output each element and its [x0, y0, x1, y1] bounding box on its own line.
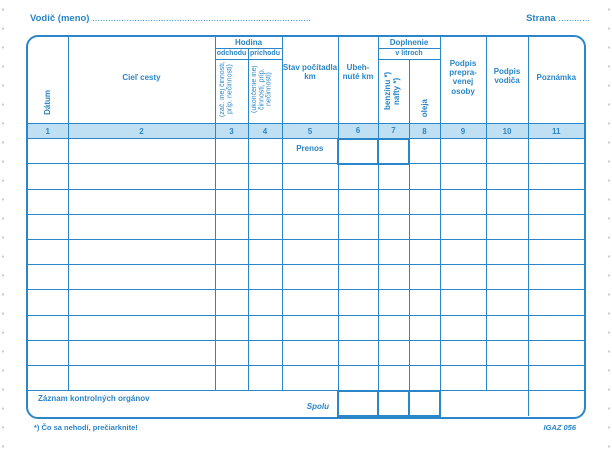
odometer-cell[interactable] — [282, 315, 338, 340]
table-row — [28, 315, 584, 340]
date-cell[interactable] — [28, 239, 68, 264]
col-date-header — [28, 37, 68, 124]
date-header-label: Dátum — [43, 90, 53, 116]
total-oil-cell[interactable] — [409, 391, 440, 416]
col-driver-sig-header: Podpis vodiča — [486, 37, 528, 124]
driven-cell[interactable] — [338, 340, 378, 365]
driven-cell[interactable] — [338, 315, 378, 340]
date-cell[interactable] — [28, 315, 68, 340]
driver-label: Vodič (meno) — [30, 13, 90, 24]
passenger-sig-cell[interactable] — [440, 239, 486, 264]
footnote: *) Čo sa nehodí, prečiarknite! — [34, 423, 138, 432]
arrival-cell[interactable] — [248, 315, 282, 340]
passenger-sig-cell[interactable] — [440, 265, 486, 290]
form-footer — [34, 423, 582, 435]
note-cell[interactable] — [528, 290, 584, 315]
passenger-sig-cell[interactable] — [440, 189, 486, 214]
departure-cell[interactable] — [215, 366, 248, 391]
oil-cell[interactable] — [409, 366, 440, 391]
driven-cell[interactable] — [338, 366, 378, 391]
note-cell[interactable] — [528, 366, 584, 391]
driver-sig-cell[interactable] — [486, 340, 528, 365]
departure-cell[interactable] — [215, 239, 248, 264]
column-number: 9 — [440, 124, 486, 139]
odometer-cell[interactable] — [282, 164, 338, 189]
total-driven-cell[interactable] — [338, 391, 378, 416]
column-number: 1 — [28, 124, 68, 139]
driven-cell[interactable] — [338, 239, 378, 264]
column-number: 6 — [338, 124, 378, 139]
driven-cell[interactable] — [338, 189, 378, 214]
date-cell[interactable] — [28, 139, 68, 164]
oil-header-cell — [409, 59, 440, 124]
arrival-cell[interactable] — [248, 239, 282, 264]
fuel-cell[interactable] — [378, 239, 409, 264]
form-code: IGAZ 056 — [543, 423, 576, 432]
departure-header: odchodu — [215, 48, 248, 59]
fuel-cell[interactable] — [378, 290, 409, 315]
note-cell[interactable] — [528, 265, 584, 290]
odometer-cell[interactable] — [282, 239, 338, 264]
date-cell[interactable] — [28, 366, 68, 391]
column-number: 7 — [378, 124, 409, 139]
col-route-header: Cieľ cesty — [68, 37, 215, 124]
odometer-cell[interactable] — [282, 189, 338, 214]
driver-sig-cell[interactable] — [486, 265, 528, 290]
fuel-cell[interactable] — [378, 340, 409, 365]
departure-cell[interactable] — [215, 290, 248, 315]
fuel-header-cell — [378, 59, 409, 124]
col-passenger-sig-header: Podpis prepra-venej osoby — [440, 37, 486, 124]
date-cell[interactable] — [28, 164, 68, 189]
refuel-unit-header: v litroch — [378, 48, 440, 59]
arrival-cell[interactable] — [248, 265, 282, 290]
fuel-cell[interactable] — [378, 366, 409, 391]
control-record-cell[interactable] — [28, 391, 338, 416]
route-cell[interactable] — [68, 239, 215, 264]
column-number-row — [28, 124, 584, 139]
total-row — [28, 391, 584, 416]
total-label: Spolu — [306, 402, 330, 412]
carry-over-label: Prenos — [282, 139, 338, 164]
arrival-header: príchodu — [248, 48, 282, 59]
driver-sig-cell[interactable] — [486, 290, 528, 315]
arrival-cell[interactable] — [248, 290, 282, 315]
route-cell[interactable] — [68, 189, 215, 214]
odometer-cell[interactable] — [282, 265, 338, 290]
carry-over-row — [28, 139, 584, 164]
table-row — [28, 214, 584, 239]
note-cell[interactable] — [528, 239, 584, 264]
total-fuel-cell[interactable] — [378, 391, 409, 416]
refuel-group-header: Doplnenie — [378, 37, 440, 48]
table-row — [28, 265, 584, 290]
driver-sig-cell[interactable] — [486, 315, 528, 340]
page-number-field[interactable]: ............ — [558, 13, 590, 24]
note-cell[interactable] — [528, 214, 584, 239]
driven-cell[interactable] — [338, 265, 378, 290]
oil-cell[interactable] — [409, 315, 440, 340]
table-row — [28, 340, 584, 365]
departure-note-cell — [215, 59, 248, 124]
driver-name-line — [30, 13, 311, 24]
note-cell[interactable] — [528, 315, 584, 340]
note-cell[interactable] — [528, 139, 584, 164]
page-label: Strana — [526, 13, 556, 24]
passenger-sig-cell[interactable] — [440, 290, 486, 315]
logbook-sheet — [26, 35, 586, 419]
driver-sig-cell[interactable] — [486, 164, 528, 189]
fuel-cell[interactable] — [378, 189, 409, 214]
route-cell[interactable] — [68, 214, 215, 239]
departure-cell[interactable] — [215, 315, 248, 340]
oil-cell[interactable] — [409, 340, 440, 365]
oil-header-label: oleja — [419, 99, 429, 118]
date-cell[interactable] — [28, 214, 68, 239]
passenger-sig-cell[interactable] — [440, 164, 486, 189]
driver-sig-cell[interactable] — [486, 366, 528, 391]
route-cell[interactable] — [68, 265, 215, 290]
arrival-cell[interactable] — [248, 214, 282, 239]
hour-group-header: Hodina — [215, 37, 282, 48]
driver-sig-cell[interactable] — [486, 214, 528, 239]
column-number: 2 — [68, 124, 215, 139]
column-number: 8 — [409, 124, 440, 139]
passenger-sig-cell[interactable] — [440, 366, 486, 391]
date-cell[interactable] — [28, 265, 68, 290]
page-number-line — [526, 13, 590, 24]
departure-cell[interactable] — [215, 164, 248, 189]
fuel-cell[interactable] — [378, 214, 409, 239]
date-cell[interactable] — [28, 189, 68, 214]
route-cell[interactable] — [68, 340, 215, 365]
oil-cell[interactable] — [409, 265, 440, 290]
oil-cell[interactable] — [409, 189, 440, 214]
oil-cell[interactable] — [409, 290, 440, 315]
route-cell[interactable] — [68, 164, 215, 189]
fuel-cell[interactable] — [378, 315, 409, 340]
arrival-cell[interactable] — [248, 366, 282, 391]
passenger-sig-cell[interactable] — [440, 214, 486, 239]
column-number: 11 — [528, 124, 584, 139]
odometer-cell[interactable] — [282, 290, 338, 315]
driver-name-field[interactable]: ................................................................................... — [92, 13, 312, 24]
odometer-cell[interactable] — [282, 214, 338, 239]
odometer-cell[interactable] — [282, 340, 338, 365]
departure-cell[interactable] — [215, 265, 248, 290]
column-number: 4 — [248, 124, 282, 139]
table-row — [28, 189, 584, 214]
route-cell[interactable] — [68, 366, 215, 391]
table-row — [28, 239, 584, 264]
date-cell[interactable] — [28, 340, 68, 365]
driven-cell[interactable] — [338, 290, 378, 315]
departure-note-label: (zač. inej činnosti, príp. nečinnosti) — [218, 61, 233, 118]
arrival-cell[interactable] — [248, 139, 282, 164]
perforation-right — [606, 0, 612, 450]
col-note-header: Poznámka — [528, 37, 584, 124]
logbook-table — [28, 37, 584, 417]
oil-cell[interactable] — [409, 139, 440, 164]
note-cell[interactable] — [528, 340, 584, 365]
col-driven-header: Ubeh-nuté km — [338, 37, 378, 124]
control-record-label: Záznam kontrolných orgánov — [38, 394, 150, 404]
arrival-cell[interactable] — [248, 340, 282, 365]
passenger-sig-cell[interactable] — [440, 139, 486, 164]
arrival-note-cell — [248, 59, 282, 124]
oil-cell[interactable] — [409, 239, 440, 264]
carry-over-driven-cell[interactable] — [338, 139, 378, 164]
arrival-cell[interactable] — [248, 164, 282, 189]
form-header — [30, 13, 590, 27]
odometer-cell[interactable] — [282, 366, 338, 391]
arrival-note-label: (ukončenie inej činnosti, príp. nečinnosti) — [251, 65, 273, 113]
column-number: 10 — [486, 124, 528, 139]
passenger-sig-cell[interactable] — [440, 340, 486, 365]
departure-cell[interactable] — [215, 139, 248, 164]
table-row — [28, 290, 584, 315]
fuel-header-label: benzínu *) nafty *) — [382, 72, 401, 111]
oil-cell[interactable] — [409, 164, 440, 189]
driven-cell[interactable] — [338, 164, 378, 189]
note-cell[interactable] — [528, 189, 584, 214]
driver-sig-cell[interactable] — [486, 139, 528, 164]
departure-cell[interactable] — [215, 214, 248, 239]
perforation-left — [0, 0, 6, 450]
fuel-cell[interactable] — [378, 164, 409, 189]
total-note-cell[interactable] — [528, 391, 584, 416]
arrival-cell[interactable] — [248, 189, 282, 214]
oil-cell[interactable] — [409, 214, 440, 239]
driver-sig-cell[interactable] — [486, 189, 528, 214]
passenger-sig-cell[interactable] — [440, 315, 486, 340]
driver-sig-cell[interactable] — [486, 239, 528, 264]
driven-cell[interactable] — [338, 214, 378, 239]
note-cell[interactable] — [528, 164, 584, 189]
column-number: 5 — [282, 124, 338, 139]
departure-cell[interactable] — [215, 189, 248, 214]
departure-cell[interactable] — [215, 340, 248, 365]
table-row — [28, 164, 584, 189]
route-cell[interactable] — [68, 139, 215, 164]
col-odometer-header: Stav počítadla km — [282, 37, 338, 124]
route-cell[interactable] — [68, 290, 215, 315]
route-cell[interactable] — [68, 315, 215, 340]
total-blank-cell — [440, 391, 528, 416]
carry-over-fuel-cell[interactable] — [378, 139, 409, 164]
fuel-cell[interactable] — [378, 265, 409, 290]
table-row — [28, 366, 584, 391]
column-number: 3 — [215, 124, 248, 139]
date-cell[interactable] — [28, 290, 68, 315]
